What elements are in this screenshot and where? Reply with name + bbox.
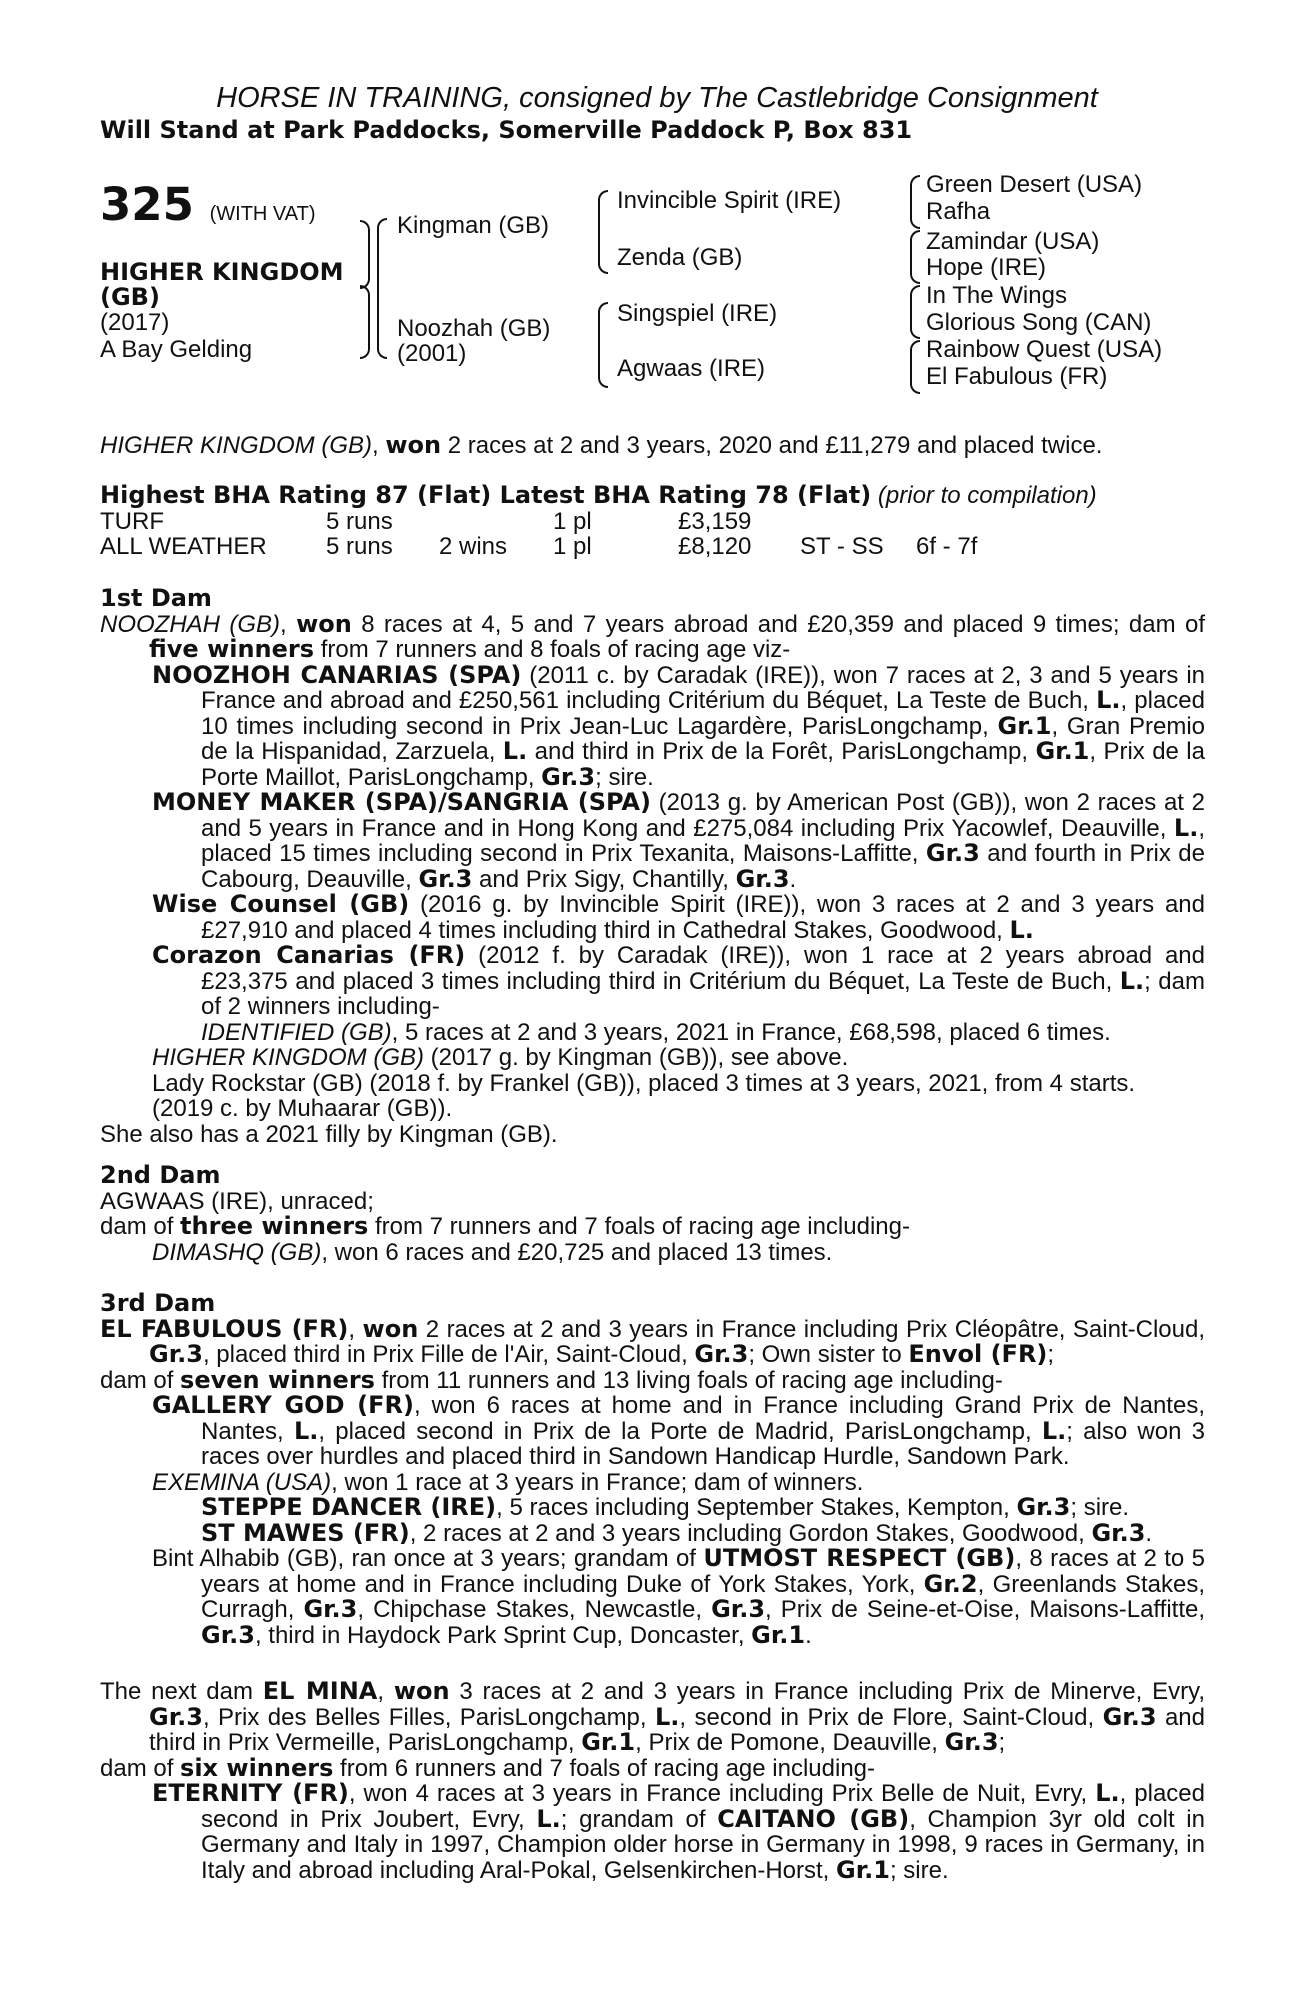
rating-note: (prior to compilation) [877, 482, 1097, 509]
text: , [280, 610, 297, 638]
horse-description: A Bay Gelding [100, 336, 253, 363]
text: (2012 f. by Caradak (IRE)), won 1 race at 2 years abroad and £23,375 and placed 3 times including third in Critérium du Béquet, La Teste de Buch, [201, 942, 1205, 995]
produce-name: UTMOST RESPECT (GB) [703, 1544, 1016, 1572]
text: . [805, 1621, 812, 1649]
produce-name: Corazon Canarias (FR) [152, 941, 466, 969]
won-label: won [362, 1314, 419, 1343]
produce-name: EXEMINA (USA) [152, 1468, 332, 1496]
text: ; sire. [595, 763, 654, 791]
produce-name: ETERNITY (FR) [152, 1779, 349, 1807]
grade-label: Gr.1 [751, 1620, 806, 1649]
grade-label: Gr.3 [735, 864, 790, 893]
brace [598, 190, 608, 274]
section-heading: 2nd Dam [100, 1161, 221, 1189]
grade-label: Gr.3 [1016, 1493, 1071, 1521]
dam-produce-summary [100, 1753, 1205, 1782]
text: , placed 15 times including second in Prix Texanita, Maisons-Laffitte, [201, 814, 1205, 867]
text: and Prix Sigy, Chantilly, [472, 865, 736, 893]
dam-name: EL FABULOUS (FR) [100, 1314, 349, 1343]
text: ; grandam of [560, 1805, 718, 1833]
stat-surface: TURF [100, 508, 164, 535]
dam-sire-sire: In The Wings [926, 282, 1067, 309]
produce-name: NOOZHOH CANARIAS (SPA) [152, 660, 522, 689]
text: , placed third in Prix Fille de l'Air, Saint-Cloud, [202, 1341, 695, 1368]
stat-runs: 5 runs [326, 508, 393, 535]
text: , placed 10 times including second in Prix Jean-Luc Lagardère, ParisLongchamp, [201, 687, 1205, 740]
dam-dam-dam: El Fabulous (FR) [926, 363, 1108, 390]
text: . [789, 865, 797, 893]
text: , Champion 3yr old colt in Germany and Italy in 1997, Champion older horse in Germany in 1998, 9 races in Germany, in Italy and abroad including Aral-Pokal, Gelsenkirchen-Horst, [201, 1805, 1205, 1884]
sire: Kingman (GB) [397, 212, 550, 239]
first-dam-section [100, 586, 1205, 1147]
sire-sire-sire: Green Desert (USA) [926, 171, 1143, 198]
produce-name: GALLERY GOD (FR) [152, 1391, 414, 1419]
text: from 7 runners and 8 foals of racing age viz- [314, 636, 791, 663]
lot-number-value: 325 [100, 178, 194, 231]
grade-label: Gr.1 [836, 1855, 890, 1884]
text: ; Own sister to [748, 1341, 909, 1368]
grade-label: Gr.3 [149, 1702, 203, 1731]
section-heading: 3rd Dam [100, 1289, 216, 1317]
third-dam-section [100, 1291, 1205, 1648]
stat-placed: 1 pl [553, 508, 592, 535]
dam-sire-dam: Glorious Song (CAN) [926, 309, 1152, 336]
winners-count: five winners [149, 635, 315, 663]
winners-count: three winners [180, 1212, 369, 1240]
text: , Prix de Pomone, Deauville, [635, 1729, 945, 1756]
produce-name: Wise Counsel (GB) [152, 890, 410, 918]
produce-name: STEPPE DANCER (IRE) [201, 1493, 497, 1521]
summary-horse-name: HIGHER KINGDOM (GB) [100, 432, 373, 459]
text: 2 races at 2 and 3 years in France including Prix Cléopâtre, Saint-Cloud, [418, 1315, 1205, 1343]
dam-record: AGWAAS (IRE), unraced; [100, 1187, 374, 1215]
produce-note: She also has a 2021 filly by Kingman (GB). [100, 1120, 558, 1148]
grade-label: Gr.3 [944, 1728, 999, 1756]
text: ; sire. [1070, 1494, 1130, 1521]
grade-label: Gr.3 [711, 1595, 766, 1623]
grade-label: Gr.3 [201, 1620, 255, 1649]
brace [377, 218, 387, 359]
produce-name: CAITANO (GB) [717, 1804, 910, 1833]
text: (2013 g. by American Post (GB)), won 2 races at 2 and 5 years in France and in Hong Kong and £275,084 including Prix Yacowlef, Deauville, [201, 789, 1206, 842]
dam-year: (2001) [397, 340, 467, 367]
text: , placed second in Prix de la Porte de Madrid, ParisLongchamp, [318, 1417, 1042, 1445]
produce-entry: (2019 c. by Muhaarar (GB)). [152, 1095, 453, 1122]
text: , Prix des Belles Filles, ParisLongchamp, [202, 1703, 655, 1731]
produce-sub-entry [100, 1020, 1205, 1046]
produce-name: MONEY MAKER (SPA)/SANGRIA (SPA) [152, 788, 651, 816]
text: and third in Prix de la Forêt, ParisLongchamp, [527, 738, 1036, 765]
text: , third in Haydock Park Sprint Cup, Doncaster, [254, 1621, 752, 1649]
won-label: won [296, 609, 352, 638]
produce-entry [100, 660, 1205, 791]
horse-name-suffix: (GB) [100, 283, 160, 311]
text: 8 races at 4, 5 and 7 years abroad and £20,359 and placed 9 times; dam of [351, 610, 1206, 638]
produce-name: IDENTIFIED (GB) [201, 1018, 392, 1046]
dam-produce-summary [100, 1214, 1205, 1240]
produce-name: DIMASHQ (GB) [152, 1238, 322, 1266]
dam-dam: Agwaas (IRE) [617, 355, 766, 382]
brace [910, 230, 920, 284]
text: dam of [100, 1754, 181, 1782]
grade-label: Gr.2 [923, 1569, 978, 1598]
grade-label: Gr.3 [1091, 1518, 1146, 1547]
sire-sire: Invincible Spirit (IRE) [617, 187, 842, 214]
text: . [1145, 1519, 1153, 1547]
sire-dam-sire: Zamindar (USA) [926, 228, 1100, 255]
grade-label: Gr.3 [149, 1340, 203, 1368]
vat-label: (WITH VAT) [209, 203, 316, 225]
text: , won 6 races and £20,725 and placed 13 times. [321, 1238, 833, 1266]
grade-label: Gr.1 [581, 1728, 636, 1756]
dam-dam-sire: Rainbow Quest (USA) [926, 336, 1163, 363]
brace [910, 340, 920, 394]
listed-label: L. [536, 1804, 561, 1833]
sire-sire-dam: Rafha [926, 198, 991, 225]
text: The next dam [100, 1678, 263, 1705]
text: , Chipchase Stakes, Newcastle, [357, 1596, 712, 1623]
second-dam-section [100, 1163, 1205, 1265]
text: , won 6 races at home and in France including Grand Prix de Nantes, Nantes, [201, 1392, 1205, 1445]
text: , [377, 1678, 394, 1705]
winners-count: six winners [180, 1753, 334, 1782]
summary-won: won [385, 431, 442, 459]
text: , won 1 race at 3 years in France; dam of winners. [331, 1468, 864, 1496]
listed-label: L. [502, 737, 528, 765]
produce-name: HIGHER KINGDOM (GB) [152, 1044, 425, 1071]
brace [360, 285, 370, 359]
produce-entry [100, 1045, 1205, 1071]
produce-sub-entry [100, 1518, 1205, 1547]
text: and fourth in Prix de Cabourg, Deauville, [201, 840, 1205, 893]
listed-label: L. [1095, 1779, 1120, 1807]
rating-values: Highest BHA Rating 87 (Flat) Latest BHA Rating 78 (Flat) [100, 481, 872, 509]
produce-entry [100, 1781, 1205, 1883]
text: and third in Prix Vermeille, ParisLongchamp, [149, 1703, 1205, 1756]
text: , [348, 1315, 363, 1343]
text: (2016 g. by Invincible Spirit (IRE)), won 3 races at 2 and 3 years and £27,910 and placed 4 times including third in Cathedral Stakes, Goodwood, [201, 891, 1206, 944]
text: ; also won 3 races over hurdles and placed third in Sandown Handicap Hurdle, Sandown Park. [201, 1417, 1206, 1470]
text: , Gran Premio de la Hispanidad, Zarzuela, [201, 712, 1205, 765]
listed-label: L. [293, 1416, 319, 1445]
text: , Greenlands Stakes, Curragh, [201, 1570, 1205, 1623]
section-heading: 1st Dam [100, 584, 212, 612]
text: , 5 races at 2 and 3 years, 2021 in France, £68,598, placed 6 times. [391, 1018, 1111, 1046]
stat-distance: 6f - 7f [916, 533, 978, 560]
text: dam of [100, 1213, 181, 1240]
stats-row-turf [100, 509, 1100, 534]
horse-name: HIGHER KINGDOM [100, 258, 344, 286]
sire-dam: Zenda (GB) [617, 244, 743, 271]
text: , 8 races at 2 to 5 years at home and in France including Duke of York Stakes, York, [201, 1545, 1205, 1598]
stats-table [100, 509, 1100, 559]
text: ; sire. [889, 1856, 949, 1884]
grade-label: Gr.3 [418, 864, 473, 893]
text: (2017 g. by Kingman (GB)), see above. [424, 1044, 849, 1071]
produce-entry [100, 892, 1205, 943]
text: dam of [100, 1366, 181, 1394]
dam-produce-summary [100, 1365, 1205, 1394]
produce-entry [100, 790, 1205, 892]
text: (2011 c. by Caradak (IRE)), won 7 races at 2, 3 and 5 years in France and abroad and £250,561 including Critérium du Béquet, La Teste de Buch, [201, 661, 1205, 714]
listed-label: L. [1096, 686, 1121, 714]
text: , second in Prix de Flore, Saint-Cloud, [679, 1703, 1103, 1731]
listed-label: L. [1119, 966, 1145, 995]
text: , 2 races at 2 and 3 years including Gordon Stakes, Goodwood, [409, 1519, 1092, 1547]
stat-going: ST - SS [800, 533, 884, 560]
text: from 6 runners and 7 foals of racing age including- [333, 1754, 876, 1782]
text: from 7 runners and 7 foals of racing age including- [368, 1213, 910, 1240]
dam-record [100, 1679, 1205, 1756]
produce-entry: Lady Rockstar (GB) (2018 f. by Frankel (GB)), placed 3 times at 3 years, 2021, from 4 starts. [152, 1069, 1136, 1097]
rating-line [100, 483, 1097, 509]
text: , Prix de la Porte Maillot, ParisLongchamp, [201, 738, 1205, 791]
produce-entry [100, 1240, 1205, 1266]
sister-name: Envol (FR) [908, 1340, 1048, 1368]
brace [910, 285, 920, 339]
produce-entry [100, 1470, 1205, 1496]
horse-year: (2017) [100, 309, 170, 336]
text: ; [1047, 1341, 1055, 1368]
stat-earnings: £8,120 [678, 533, 752, 560]
text: ; dam of 2 winners including- [201, 967, 1205, 1020]
text: from 11 runners and 13 living foals of racing age including- [374, 1366, 1003, 1394]
fourth-dam-section [100, 1679, 1205, 1883]
text: 3 races at 2 and 3 years in France including Prix de Minerve, Evry, [449, 1678, 1205, 1705]
stats-row-all-weather [100, 534, 1100, 559]
listed-label: L. [1009, 915, 1034, 944]
stat-placed: 1 pl [553, 533, 592, 560]
grade-label: Gr.1 [1035, 737, 1090, 765]
text: , won 4 races at 3 years in France including Prix Belle de Nuit, Evry, [348, 1780, 1096, 1807]
sire-dam-dam: Hope (IRE) [926, 254, 1047, 281]
text: , placed second in Prix Joubert, Evry, [201, 1780, 1206, 1833]
brace [360, 220, 370, 289]
race-summary: HIGHER KINGDOM (GB), won 2 races at 2 and 3 years, 2020 and £11,279 and placed twice. [100, 431, 1103, 459]
listed-label: L. [1041, 1416, 1067, 1445]
summary-text: 2 races at 2 and 3 years, 2020 and £11,279 and placed twice. [441, 432, 1103, 459]
dam-sire: Singspiel (IRE) [617, 300, 778, 327]
grade-label: Gr.3 [541, 762, 596, 791]
lot-number [100, 180, 316, 239]
grade-label: Gr.3 [1102, 1702, 1157, 1731]
stat-surface: ALL WEATHER [100, 533, 267, 560]
grade-label: Gr.3 [694, 1340, 749, 1368]
produce-sub-entry [100, 1495, 1205, 1521]
stat-earnings: £3,159 [678, 508, 752, 535]
dam-record [100, 1314, 1205, 1368]
dam-record [100, 609, 1206, 663]
page-title: HORSE IN TRAINING, consigned by The Castlebridge Consignment [216, 82, 1098, 114]
produce-entry [100, 1546, 1205, 1648]
stat-wins: 2 wins [439, 533, 508, 560]
dam: Noozhah (GB) [397, 315, 551, 342]
grade-label: Gr.3 [925, 839, 980, 867]
text: , Prix de Seine-et-Oise, Maisons-Laffitte, [765, 1596, 1205, 1623]
produce-name: ST MAWES (FR) [201, 1518, 410, 1547]
dam-name: EL MINA [262, 1677, 378, 1705]
dam-name: NOOZHAH (GB) [100, 610, 281, 638]
produce-entry [100, 943, 1205, 1020]
text: ; [998, 1729, 1006, 1756]
grade-label: Gr.1 [997, 711, 1052, 740]
winners-count: seven winners [180, 1365, 375, 1394]
grade-label: Gr.3 [303, 1595, 358, 1623]
stat-runs: 5 runs [326, 533, 393, 560]
produce-entry [100, 1393, 1205, 1470]
listed-label: L. [1173, 813, 1199, 842]
text: , 5 races including September Stakes, Kempton, [496, 1494, 1017, 1521]
won-label: won [393, 1677, 450, 1705]
brace [910, 175, 920, 229]
stall-location: Will Stand at Park Paddocks, Somerville Paddock P, Box 831 [100, 116, 913, 144]
listed-label: L. [655, 1702, 680, 1731]
brace [598, 302, 608, 388]
text: Bint Alhabib (GB), ran once at 3 years; grandam of [152, 1545, 704, 1572]
